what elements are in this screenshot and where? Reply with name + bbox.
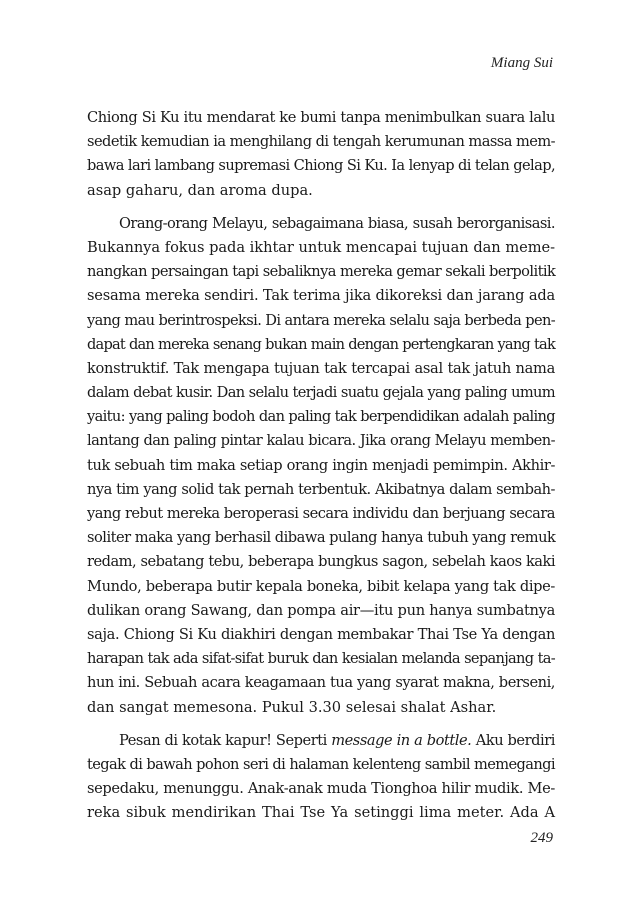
- text-run: Pesan di kotak kapur! Seperti: [119, 731, 332, 749]
- text-line: dapat dan mereka senang bukan main dengan pertengkaran yang tak: [87, 335, 555, 353]
- text-line: tegak di bawah pohon seri di halaman kelenteng sambil memegangi: [87, 755, 555, 773]
- text-line: yang rebut mereka beroperasi secara individu dan berjuang secara: [87, 505, 555, 522]
- paragraph: [87, 212, 555, 720]
- text-line: hun ini. Sebuah acara keagamaan tua yang syarat makna, berseni,: [87, 674, 555, 692]
- text-line: nangkan persaingan tapi sebaliknya mereka gemar sekali berpolitik: [87, 263, 556, 281]
- text-line: harapan tak ada sifat-sifat buruk dan kesialan melanda sepanjang ta-: [87, 650, 555, 668]
- text-line: redam, sebatang tebu, beberapa bungkus sagon, sebelah kaos kaki: [87, 553, 555, 571]
- text-line: Bukannya fokus pada ikhtar untuk mencapai tujuan dan meme-: [87, 238, 555, 256]
- text-line: dan sangat memesona. Pukul 3.30 selesai shalat Ashar.: [87, 698, 497, 716]
- paragraph: [87, 729, 555, 826]
- running-head: Miang Sui: [490, 55, 553, 71]
- italic-phrase: message in a bottle.: [331, 731, 472, 749]
- text-line: yang mau berintrospeksi. Di antara mereka selalu saja berbeda pen-: [87, 311, 556, 329]
- text-line: nya tim yang solid tak pernah terbentuk. Akibatnya dalam sembah-: [87, 480, 555, 498]
- text-line: Mundo, beberapa butir kepala boneka, bibit kelapa yang tak dipe-: [87, 577, 555, 595]
- text-run: Aku berdiri: [471, 731, 555, 749]
- text-line: sepedaku, menunggu. Anak-anak muda Tionghoa hilir mudik. Me-: [87, 780, 555, 798]
- paragraph: [87, 106, 555, 203]
- text-line: soliter maka yang berhasil dibawa pulang hanya tubuh yang remuk: [87, 529, 556, 547]
- text-line: asap gaharu, dan aroma dupa.: [87, 181, 313, 199]
- text-line: Orang-orang Melayu, sebagaimana biasa, susah berorganisasi.: [119, 214, 555, 232]
- text-line: sesama mereka sendiri. Tak terima jika dikoreksi dan jarang ada: [87, 287, 555, 305]
- text-line: saja. Chiong Si Ku diakhiri dengan membakar Thai Tse Ya dengan: [87, 625, 555, 643]
- text-line: lantang dan paling pintar kalau bicara. Jika orang Melayu memben-: [87, 432, 555, 450]
- text-line: sedetik kemudian ia menghilang di tengah kerumunan massa mem-: [87, 133, 556, 151]
- text-line: dulikan orang Sawang, dan pompa air—itu pun hanya sumbatnya: [87, 601, 555, 619]
- text-line: yaitu: yang paling bodoh dan paling tak berpendidikan adalah paling: [87, 408, 555, 426]
- body-text: [87, 106, 555, 825]
- text-line: tuk sebuah tim maka setiap orang ingin menjadi pemimpin. Akhir-: [87, 456, 555, 474]
- text-line: dalam debat kusir. Dan selalu terjadi suatu gejala yang paling umum: [87, 384, 555, 402]
- text-line: bawa lari lambang supremasi Chiong Si Ku. Ia lenyap di telan gelap,: [87, 157, 555, 175]
- text-line: [87, 729, 555, 753]
- text-line: konstruktif. Tak mengapa tujuan tak tercapai asal tak jatuh nama: [87, 359, 555, 377]
- text-line: Chiong Si Ku itu mendarat ke bumi tanpa menimbulkan suara lalu: [87, 109, 555, 126]
- page-number: 249: [530, 830, 553, 846]
- text-line: reka sibuk mendirikan Thai Tse Ya setinggi lima meter. Ada A: [87, 804, 555, 822]
